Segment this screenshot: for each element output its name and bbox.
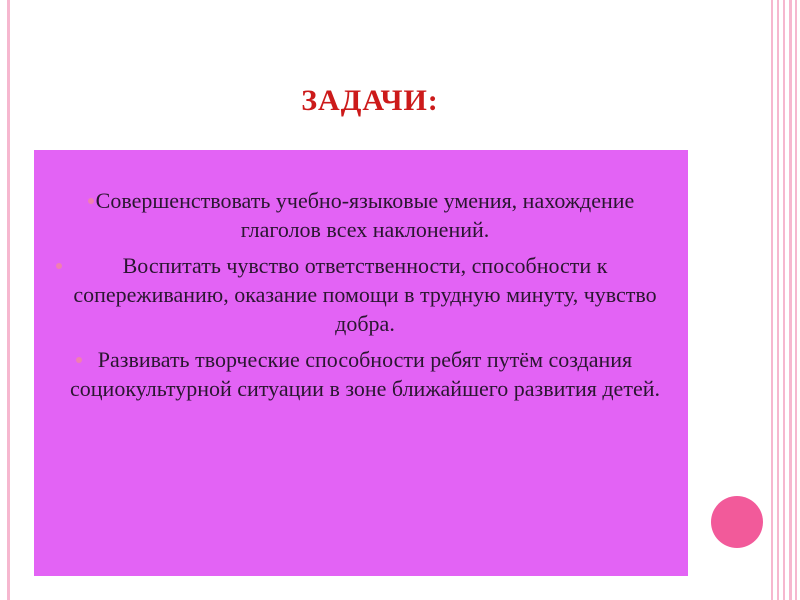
bullet-text: Воспитать чувство ответственности, способности к сопереживанию, оказание помощи в трудную минуту, чувство добра.: [73, 253, 657, 336]
bullet-text: Развивать творческие способности ребят путём создания социокультурной ситуации в зоне ближайшего развития детей.: [70, 347, 660, 401]
bullet-dot-icon: [88, 198, 94, 204]
bullet-item: [52, 251, 678, 338]
right-border-stripe: [789, 0, 792, 600]
bullet-list: [52, 186, 678, 410]
bullet-item: [52, 345, 678, 403]
decorative-circle: [711, 496, 763, 548]
bullet-dot-icon: [56, 263, 62, 269]
right-border-stripe: [783, 0, 785, 600]
right-border-stripe: [795, 0, 797, 600]
slide-title: ЗАДАЧИ:: [301, 84, 439, 117]
bullet-text: Совершенствовать учебно-языковые умения, нахождение глаголов всех наклонений.: [95, 188, 635, 242]
right-border-stripe: [771, 0, 773, 600]
right-border-stripe: [777, 0, 779, 600]
bullet-item: [52, 186, 678, 244]
bullet-dot-icon: [76, 357, 82, 363]
